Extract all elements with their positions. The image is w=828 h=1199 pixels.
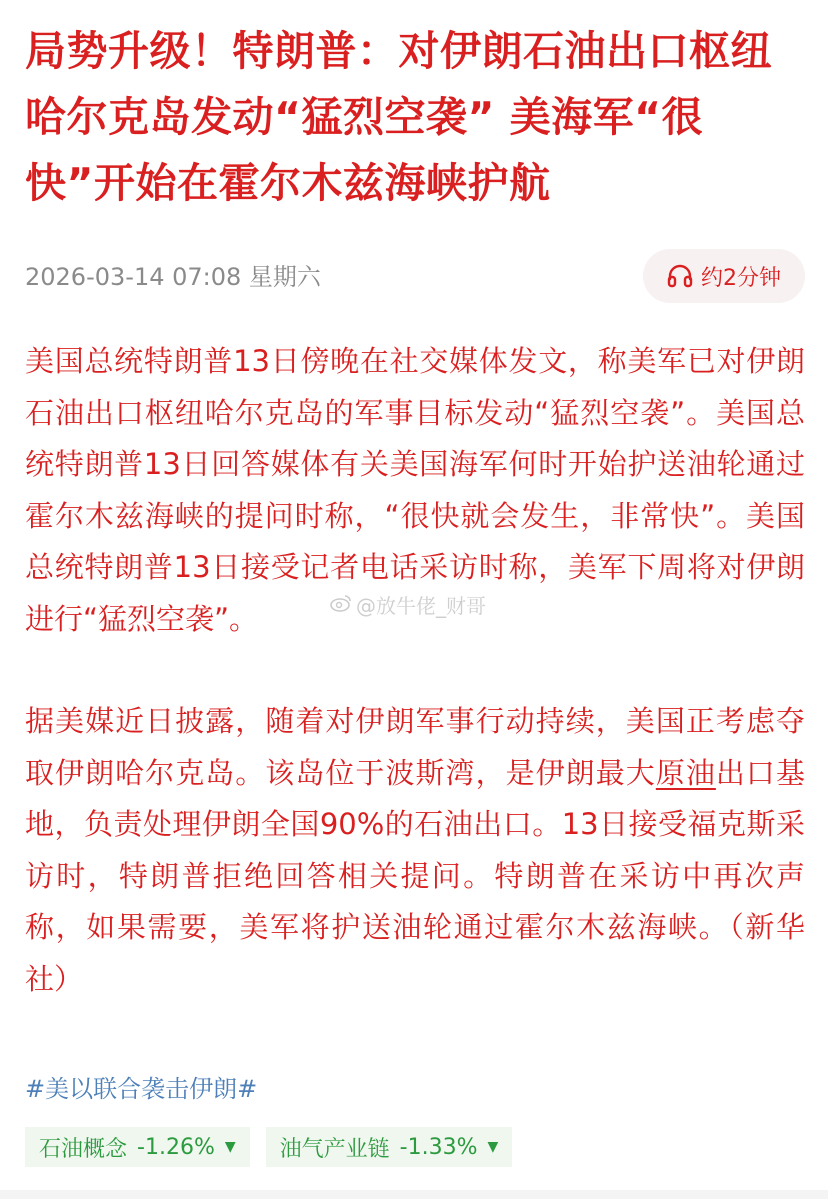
keyword-link-crude-oil[interactable]: 原油 <box>655 755 716 790</box>
concept-name: 油气产业链 <box>279 1136 390 1162</box>
concept-tags <box>25 1127 512 1167</box>
paragraph-2-text-end: 出口基地，负责处理伊朗全国90%的石油出口。13日接受福克斯采访时，特朗普拒绝回答相关提问。特朗普在采访中再次声称，如果需要，美军将护送油轮通过霍尔木兹海峡。（新华社） <box>25 755 805 996</box>
article-title: 局势升级！特朗普：对伊朗石油出口枢纽哈尔克岛发动“猛烈空袭” 美海军“很快”开始在霍尔木兹海峡护航 <box>25 27 772 207</box>
down-arrow-icon: ▼ <box>487 1139 499 1155</box>
topic-hashtag[interactable]: #美以联合袭击伊朗# <box>25 1075 258 1103</box>
article-body <box>25 336 805 1005</box>
publish-date: 2026-03-14 07:08 星期六 <box>25 263 321 291</box>
bottom-divider <box>0 1190 828 1199</box>
listen-duration: 约2分钟 <box>701 265 781 291</box>
paragraph-2-text-start: 据美媒近日披露，随着对伊朗军事行动持续，美国正考虑夺取伊朗哈尔克岛。该岛位于波斯湾，是伊朗最大 <box>25 704 805 790</box>
concept-change: -1.26% <box>137 1134 215 1160</box>
concept-chip-oil-gas-chain[interactable] <box>266 1127 513 1167</box>
headphones-icon <box>667 264 693 288</box>
listen-button[interactable] <box>643 249 805 303</box>
concept-chip-oil[interactable] <box>25 1127 250 1167</box>
paragraph-2 <box>25 696 805 1005</box>
watermark-text: @放牛佬_财哥 <box>356 594 486 618</box>
concept-name: 石油概念 <box>39 1136 128 1162</box>
meta-row <box>25 249 805 305</box>
concept-change: -1.33% <box>399 1134 478 1160</box>
paragraph-1: 美国总统特朗普13日傍晚在社交媒体发文，称美军已对伊朗石油出口枢纽哈尔克岛的军事目标发动“猛烈空袭”。美国总统特朗普13日回答媒体有关美国海军何时开始护送油轮通过霍尔木兹海峡的提问时称，“很快就会发生，非常快”。美国总统特朗普13日接受记者电话采访时称，美军下周将对伊朗进行“猛烈空袭”。 <box>25 344 805 636</box>
down-arrow-icon: ▼ <box>224 1139 236 1155</box>
